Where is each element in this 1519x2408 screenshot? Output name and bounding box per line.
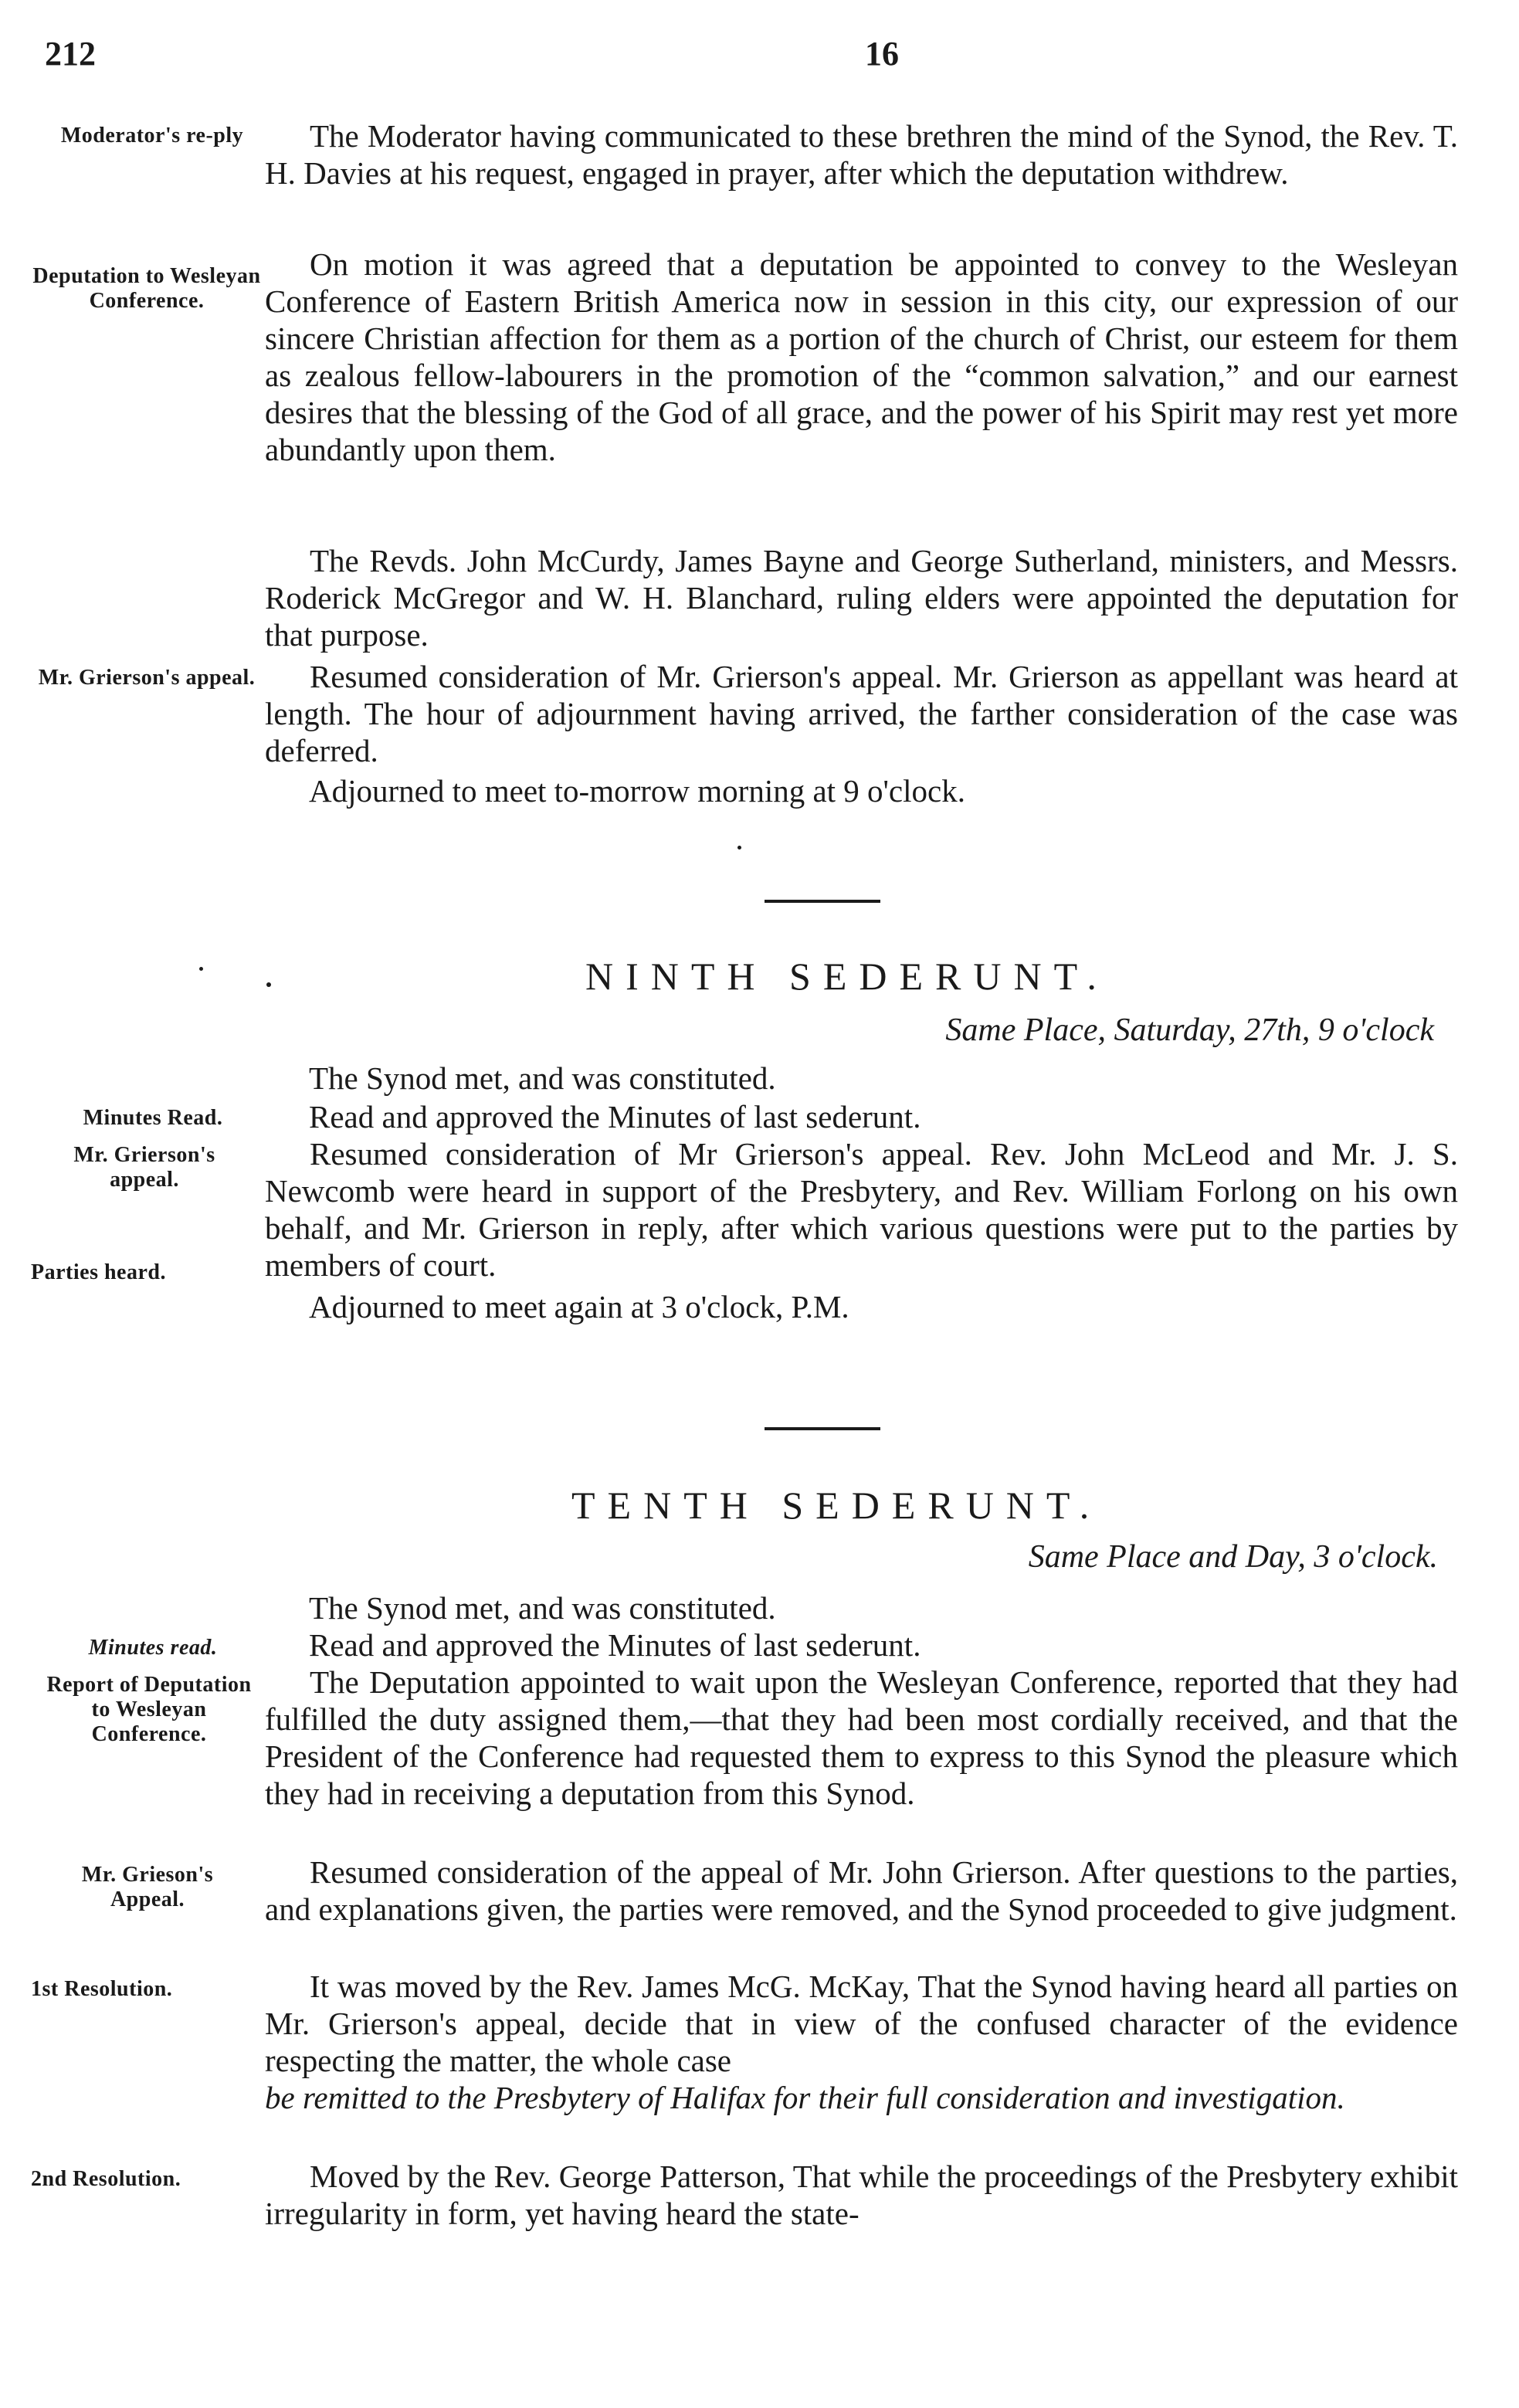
paragraph-text: The Moderator having communicated to these brethren the mind of the Synod, the Rev. T. H. Davies at his request, engaged in prayer, after which the deputation withdrew. (265, 118, 1458, 191)
paragraph-text: Resumed consideration of Mr. Grierson's appeal. Mr. Grierson as appellant was heard at length. The hour of adjournment having arrived, the farther consideration of the case was deferred. (265, 659, 1458, 768)
stray-mark (199, 967, 203, 971)
paragraph-text: Resumed consideration of Mr Grierson's appeal. Rev. John McLeod and Mr. J. S. Newcomb were heard in support of the Presbytery, and Rev. William Forlong on his own behalf, and Mr. Grierson in reply, after which various questions were put to the parties by members of court. (265, 1136, 1458, 1283)
tenth-minutes-text: Read and approved the Minutes of last sederunt. (309, 1627, 921, 1663)
paragraph-text: Resumed consideration of the appeal of Mr. John Grierson. After questions to the parties, and explanations given, the parties were removed, and the Synod proceeded to give judgment. (265, 1854, 1458, 1927)
section-divider (765, 900, 880, 903)
paragraph-deputation-members (265, 542, 1458, 653)
paragraph-text: Moved by the Rev. George Patterson, That while the proceedings of the Presbytery exhibit irregularity in form, yet having heard the state- (265, 2159, 1458, 2231)
margin-note-parties-heard: Parties heard. (31, 1260, 166, 1284)
paragraph-grierson-appeal (265, 658, 1458, 769)
paragraph-text: On motion it was agreed that a deputation be appointed to convey to the Wesleyan Conference of Eastern British America now in session in this city, our expression of our sincere Christian affection for them as a portion of the church of Christ, our esteem for them as zealous fellow-labourers in the promotion of the “common salvation,” and our earnest desires that the blessing of the God of all grace, and the power of his Spirit may rest yet more abundantly upon them. (265, 246, 1458, 467)
margin-note-moderators-reply: Moderator's re-ply (60, 124, 244, 148)
margin-note-grierson-appeal: Mr. Grierson's appeal. (38, 666, 256, 690)
margin-note-deputation: Deputation to Wesleyan Conference. (32, 264, 261, 313)
ninth-place-line: Same Place, Saturday, 27th, 9 o'clock (945, 1012, 1434, 1048)
paragraph-text-italic: be remitted to the Presbytery of Halifax for their full consideration and investigation. (265, 2080, 1345, 2115)
stray-mark (266, 982, 271, 987)
margin-note-minutes-read: Minutes Read. (83, 1106, 223, 1130)
paragraph-text: The Revds. John McCurdy, James Bayne and George Sutherland, ministers, and Messrs. Roderick McGregor and W. H. Blanchard, ruling elders were appointed the deputation for that purpose. (265, 543, 1458, 653)
tenth-constituted: The Synod met, and was constituted. (309, 1590, 776, 1626)
paragraph-tenth-appeal (265, 1853, 1458, 1965)
margin-note-second-resolution: 2nd Resolution. (31, 2167, 181, 2191)
paragraph-deputation-motion (265, 246, 1458, 542)
margin-note-grierson-appeal: Mr. Grierson's appeal. (73, 1143, 215, 1192)
paragraph-text: It was moved by the Rev. James McG. McKay, That the Synod having heard all parties on Mr. Grierson's appeal, decide that in view of the confused character of the evidence respecting the matter, the whole case (265, 1969, 1458, 2078)
page-number: 212 (45, 35, 96, 73)
ninth-sederunt-title: NINTH SEDERUNT. (585, 955, 1109, 998)
tenth-place-line: Same Place and Day, 3 o'clock. (1028, 1539, 1438, 1575)
margin-note-report-deputation: Report of Deputation to Wesleyan Conference. (46, 1673, 252, 1746)
ninth-minutes-text: Read and approved the Minutes of last sederunt. (309, 1099, 921, 1134)
paragraph-text: The Deputation appointed to wait upon the Wesleyan Conference, reported that they had fulfilled the duty assigned them,—that they had been most cordially received, and that the President of the Conference had requested them to express to this Synod the pleasure which they had in receiving a deputation from this Synod. (265, 1664, 1458, 1811)
tenth-sederunt-title: TENTH SEDERUNT. (571, 1484, 1102, 1527)
paragraph-report-deputation (265, 1664, 1458, 1849)
margin-note-grieson-appeal: Mr. Grieson's Appeal. (81, 1863, 214, 1911)
ninth-adjourned: Adjourned to meet again at 3 o'clock, P.M. (309, 1289, 849, 1324)
paragraph-second-resolution (265, 2158, 1458, 2232)
page-header (45, 34, 1458, 80)
paragraph-ninth-appeal (265, 1135, 1458, 1284)
margin-note-first-resolution: 1st Resolution. (31, 1977, 173, 2001)
paragraph-first-resolution (265, 1968, 1458, 2079)
stray-mark (737, 846, 741, 850)
margin-note-minutes-read: Minutes read. (88, 1636, 218, 1660)
signature-number: 16 (865, 35, 899, 73)
section-divider (765, 1427, 880, 1430)
paragraph-moderator-reply (265, 117, 1458, 229)
ninth-constituted: The Synod met, and was constituted. (309, 1060, 776, 1096)
paragraph-first-resolution-italic (265, 2079, 1458, 2153)
adjourned-line: Adjourned to meet to-morrow morning at 9 o'clock. (309, 773, 965, 809)
